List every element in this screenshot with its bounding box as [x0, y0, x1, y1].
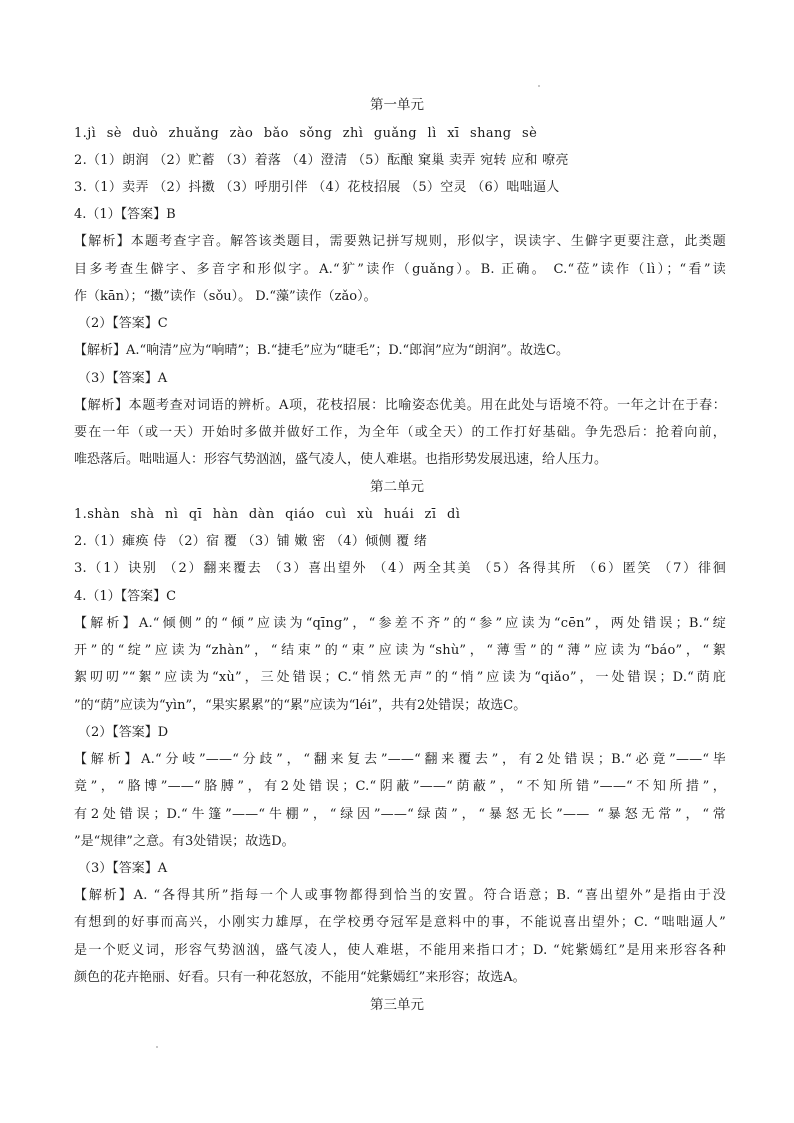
unit2-analysis3-line2: 有想到的好事而高兴，小刚实力雄厚，在学校勇夺冠军是意料中的事，不能说喜出望外；C. “咄咄逼人” — [74, 915, 726, 930]
scan-dot — [538, 85, 540, 87]
unit2-analysis3-line4: 颜色的花卉艳丽、好看。只有一种花怒放，不能用“姹紫嫣红”来形容；故选A。 — [74, 970, 526, 985]
unit2-analysis1-line2: 开”的“绽”应读为“zhàn”，“结束”的“束”应读为“shù”，“薄雪”的“薄”应读为“báo”，“絮 — [74, 643, 726, 658]
unit2-analysis1-line4: ”的“荫”应读为“yìn”，“果实累累”的“累”应读为“léi”，共有2处错误；故选C。 — [74, 698, 527, 713]
unit2-q1-pinyin: 1.shàn shà nì qī hàn dàn qiáo cuì xù huái zī dì — [74, 507, 461, 522]
unit2-q3: 3.（1）诀别 （2）翻来覆去 （3）喜出望外 （4）两全其美 （5）各得其所 （6）匿笑 （7）徘徊 — [74, 561, 726, 576]
unit1-analysis2: 【解析】A.“响清”应为“响晴”；B.“捷毛”应为“睫毛”；D.“郎润”应为“朗润”。故选C。 — [74, 343, 569, 358]
unit2-analysis3-line3: 是一个贬义词，形容气势汹汹，盛气凌人，使人难堪，不能用来指口才；D. “姹紫嫣红”是用来形容各种 — [74, 943, 726, 958]
unit1-analysis1-line2: 目多考查生僻字、多音字和形似字。A.“犷”读作（guǎng）。B. 正确。 C.“莅”读作（lì）；“看”读 — [74, 262, 726, 277]
unit2-analysis1-line3: 絮叨叨”“絮”应读为“xù”，三处错误；C.“悄然无声”的“悄”应读为“qiǎo”，一处错误；D.“荫庇 — [74, 670, 726, 685]
unit2-analysis2-line2: 竟”，“胳博”——“胳膊”，有2处错误；C.“阴蔽”——“荫蔽”，“不知所错”——“不知所措”， — [74, 779, 726, 794]
unit1-q2: 2.（1）朗润 （2）贮蓄 （3）着落 （4）澄清 （5）酝酿 窠巢 卖弄 宛转 应和 嘹亮 — [74, 153, 569, 168]
unit2-q4-2-answer: （2）【答案】D — [78, 725, 169, 740]
unit2-analysis3-line1: 【解析】A. “各得其所”指每一个人或事物都得到恰当的安置。符合语意；B. “喜出望外”是指由于没 — [74, 888, 726, 903]
unit1-q3: 3.（1）卖弄 （2）抖擞 （3）呼朋引伴 （4）花枝招展 （5）空灵 （6）咄咄逼人 — [74, 180, 560, 195]
unit1-q4-2-answer: （2）【答案】C — [78, 316, 168, 331]
scan-dot — [156, 1046, 158, 1048]
unit1-title: 第一单元 — [370, 97, 424, 113]
unit2-q2: 2.（1）瘫痪 侍 （2）宿 覆 （3）铺 嫩 密 （4）倾侧 覆 绪 — [74, 534, 428, 549]
unit2-q4-3-answer: （3）【答案】A — [78, 861, 168, 876]
unit1-q4-3-answer: （3）【答案】A — [78, 371, 168, 386]
unit2-analysis2-line3: 有2处错误；D.“牛篷”——“牛棚”，“绿因”——“绿茵”，“暴怒无长”—— “暴怒无常”，“常 — [74, 807, 726, 822]
unit2-analysis2-line4: ”是“规律”之意。有3处错误；故选D。 — [74, 834, 295, 849]
unit1-analysis3-line1: 【解析】本题考查对词语的辨析。A项，花枝招展：比喻姿态优美。用在此处与语境不符。一年之计在于春： — [74, 398, 726, 413]
unit3-title: 第三单元 — [370, 997, 424, 1013]
unit1-q4-1-answer: 4.（1）【答案】B — [74, 207, 176, 222]
unit2-title: 第二单元 — [370, 479, 424, 495]
unit1-analysis3-line3: 唯恐落后。咄咄逼人：形容气势汹汹，盛气凌人，使人难堪。也指形势发展迅速，给人压力。 — [74, 452, 608, 467]
unit1-analysis3-line2: 要在一年（或一天）开始时多做并做好工作，为全年（或全天）的工作打好基础。争先恐后：抢着向前， — [74, 425, 726, 440]
unit1-q1-pinyin: 1.jì sè duò zhuǎng zào bǎo sǒng zhì guǎng lì xī shang sè — [74, 126, 538, 141]
unit2-analysis2-line1: 【解析】A.“分岐”——“分歧”，“翻来复去”——“翻来覆去”，有2处错误；B.“必竟”——“毕 — [74, 752, 726, 767]
unit1-analysis1-line3: 作（kān）；“擞”读作（sǒu）。 D.“藻”读作（zǎo）。 — [74, 289, 377, 304]
unit1-analysis1-line1: 【解析】本题考查字音。解答该类题目，需要熟记拼写规则，形似字，误读字、生僻字更要注意，此类题 — [74, 234, 726, 249]
unit2-q4-1-answer: 4.（1）【答案】C — [74, 589, 177, 604]
unit2-analysis1-line1: 【解析】A.“倾侧”的“倾”应读为“qīng”，“参差不齐”的“参”应读为“cēn”，两处错误；B.“绽 — [74, 616, 726, 631]
